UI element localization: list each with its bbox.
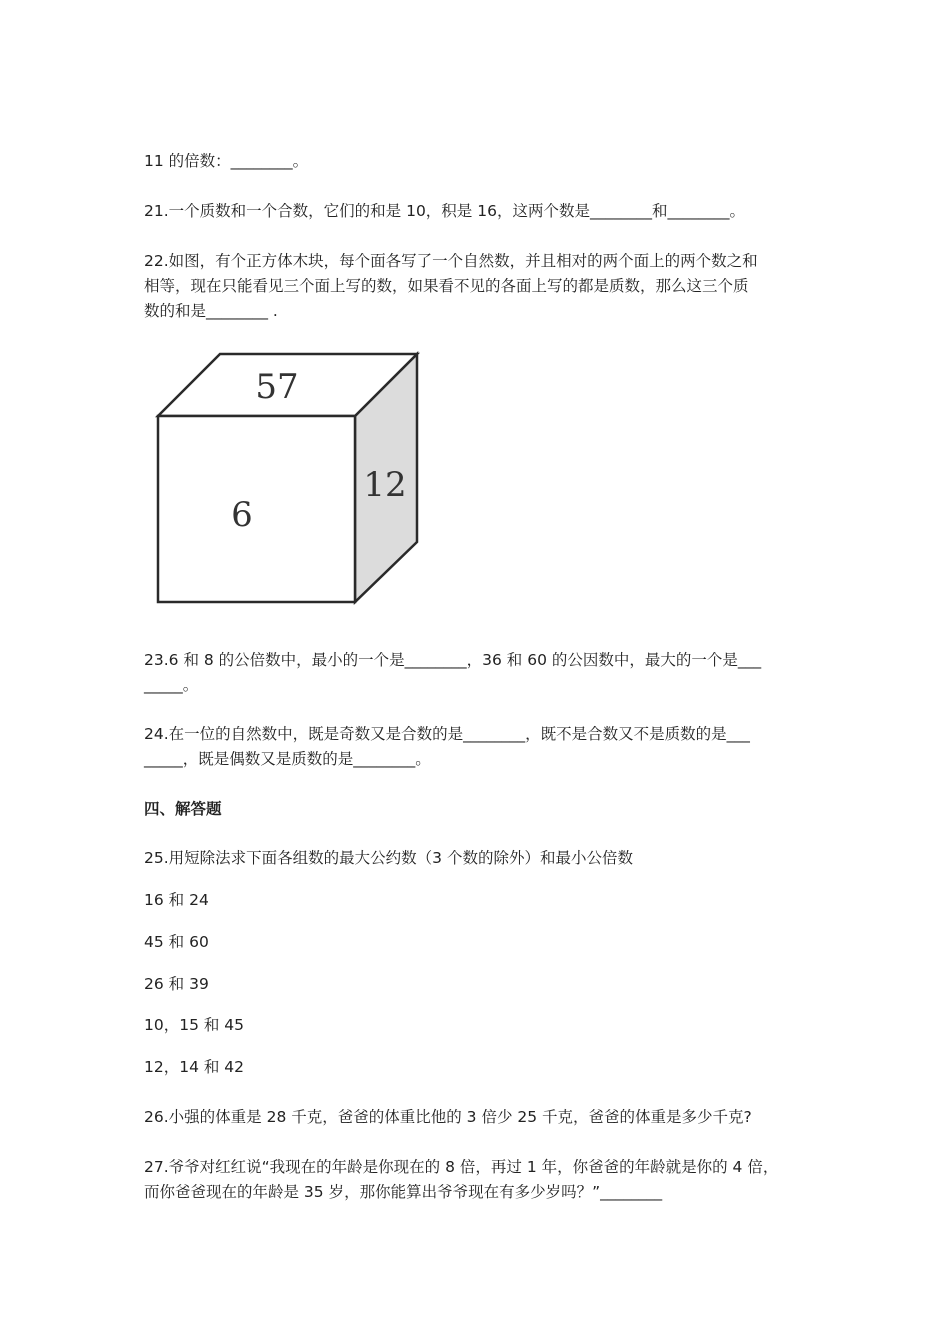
q25-pair-3: 26 和 39 — [144, 975, 209, 993]
q23-text-line-1: 23.6 和 8 的公倍数中，最小的一个是________，36 和 60 的公因数中，最大的一个是___ — [144, 651, 762, 669]
q25-pair-4: 10，15 和 45 — [144, 1016, 245, 1034]
q21-text: 21.一个质数和一个合数，它们的和是 10，积是 16，这两个数是________和________。 — [144, 202, 745, 220]
q22-text-line-2: 相等，现在只能看见三个面上写的数，如果看不见的各面上写的都是质数，那么这三个质 — [144, 277, 749, 295]
q20-multiples-of-11: 11 的倍数：________。 — [144, 152, 309, 170]
cube-top-number: 57 — [255, 367, 299, 407]
section-heading-answer-questions: 四、解答题 — [144, 800, 222, 818]
cube-front-number: 6 — [231, 495, 253, 535]
q25-text: 25.用短除法求下面各组数的最大公约数（3 个数的除外）和最小公倍数 — [144, 849, 633, 867]
q22-text-line-3: 数的和是________ . — [144, 302, 278, 320]
q25-pair-5: 12，14 和 42 — [144, 1058, 245, 1076]
cube-right-number: 12 — [363, 465, 407, 505]
q23-text-line-2: _____。 — [144, 676, 199, 694]
q24-text-line-1: 24.在一位的自然数中，既是奇数又是合数的是________，既不是合数又不是质数的是___ — [144, 725, 750, 743]
q26-text: 26.小强的体重是 28 千克，爸爸的体重比他的 3 倍少 25 千克，爸爸的体重是多少千克? — [144, 1108, 752, 1126]
q27-text-line-2: 而你爸爸现在的年龄是 35 岁，那你能算出爷爷现在有多少岁吗？”________ — [144, 1183, 663, 1201]
q27-text-line-1: 27.爷爷对红红说“我现在的年龄是你现在的 8 倍，再过 1 年，你爸爸的年龄就是你的 4 倍， — [144, 1158, 779, 1176]
cube-figure — [150, 346, 430, 616]
q24-text-line-2: _____，既是偶数又是质数的是________。 — [144, 750, 431, 768]
q25-pair-2: 45 和 60 — [144, 933, 209, 951]
q25-pair-1: 16 和 24 — [144, 891, 209, 909]
cube-front-face — [158, 416, 355, 602]
q22-text-line-1: 22.如图，有个正方体木块，每个面各写了一个自然数，并且相对的两个面上的两个数之和 — [144, 252, 758, 270]
